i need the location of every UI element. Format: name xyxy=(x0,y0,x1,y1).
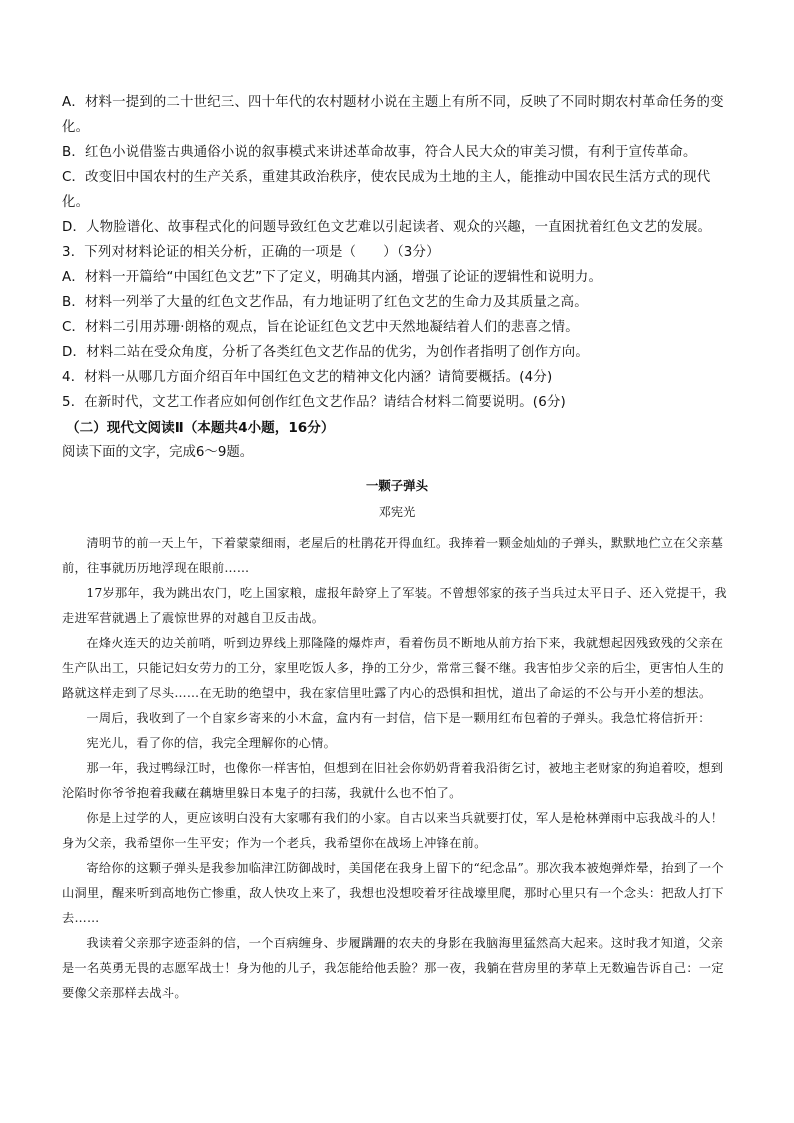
q3-option-d: D．材料二站在受众角度，分析了各类红色文艺作品的优劣，为创作者指明了创作方向。 xyxy=(62,345,589,360)
story-title: 一颗子弹头 xyxy=(366,478,428,493)
story-paragraph: 清明节的前一天上午，下着蒙蒙细雨，老屋后的杜鹃花开得血红。我捧着一颗金灿灿的子弹头，默默地伫立在父亲墓前，往事就历历地浮现在眼前…… xyxy=(62,536,724,575)
story-paragraph: 你是上过学的人，更应该明白没有大家哪有我们的小家。自古以来当兵就要打仗，军人是枪林弹雨中忘我战斗的人！身为父亲，我希望你一生平安；作为一个老兵，我希望你在战场上冲锋在前。 xyxy=(62,811,724,850)
option-a-line: A．材料一提到的二十世纪三、四十年代的农村题材小说在主题上有所不同，反映了不同时期农村革命任务的变化。 xyxy=(62,95,724,135)
option-b-line: B．红色小说借鉴古典通俗小说的叙事模式来讲述革命故事，符合人民大众的审美习惯，有利于宣传革命。 xyxy=(62,145,697,160)
option-c-line: C．改变旧中国农村的生产关系，重建其政治秩序，使农民成为土地的主人，能推动中国农民生活方式的现代化。 xyxy=(62,170,711,210)
story-author: 邓宪光 xyxy=(378,505,416,519)
story-paragraph: 那一年，我过鸭绿江时，也像你一样害怕，但想到在旧社会你奶奶背着我沿街乞讨，被地主老财家的狗追着咬，想到沦陷时你爷爷抱着我藏在藕塘里躲日本鬼子的扫荡，我就什么也不怕了。 xyxy=(62,761,724,800)
question-4: 4．材料一从哪几方面介绍百年中国红色文艺的精神文化内涵？请简要概括。(4分) xyxy=(62,370,553,385)
story-paragraph: 寄给你的这颗子弹头是我参加临津江防御战时，美国佬在我身上留下的“纪念品”。那次我本被炮弹炸晕，抬到了一个山洞里，醒来听到高地伤亡惨重，敌人快攻上来了，我想也没想咬着牙往战壕里爬，那时心里只有一个念头：把敌人打下去…… xyxy=(62,861,724,925)
question-5: 5．在新时代，文艺工作者应如何创作红色文艺作品？请结合材料二简要说明。(6分) xyxy=(62,395,566,410)
story-paragraph: 宪光儿，看了你的信，我完全理解你的心情。 xyxy=(86,736,337,750)
question-3: 3．下列对材料论证的相关分析，正确的一项是（ ）（3分） xyxy=(62,245,440,260)
section-title: （二）现代文阅读Ⅱ（本题共4小题，16分） xyxy=(66,420,335,436)
story-paragraph: 17岁那年，我为跳出农门，吃上国家粮，虚报年龄穿上了军装。不曾想邻家的孩子当兵过太平日子、还入党提干，我走进军营就遇上了震惊世界的对越自卫反击战。 xyxy=(62,586,727,625)
q3-option-a: A．材料一开篇给“中国红色文艺”下了定义，明确其内涵，增强了论证的逻辑性和说明力。 xyxy=(62,270,603,285)
story-paragraph: 我读着父亲那字迹歪斜的信，一个百病缠身、步履蹒跚的农夫的身影在我脑海里猛然高大起来。这时我才知道，父亲是一名英勇无畏的志愿军战士！身为他的儿子，我怎能给他丢脸？那一夜，我躺在营房里的茅草上无数遍告诉自己：一定要像父亲那样去战斗。 xyxy=(62,936,724,1000)
story-paragraph: 一周后，我收到了一个自家乡寄来的小木盒，盒内有一封信，信下是一颗用红布包着的子弹头。我急忙将信折开： xyxy=(86,711,711,725)
reading-instruction: 阅读下面的文字，完成6～9题。 xyxy=(62,445,254,460)
q3-option-b: B．材料一列举了大量的红色文艺作品，有力地证明了红色文艺的生命力及其质量之高。 xyxy=(62,295,588,310)
option-d-line: D．人物脸谱化、故事程式化的问题导致红色文艺难以引起读者、观众的兴趣，一直困扰着红色文艺的发展。 xyxy=(62,220,712,235)
q3-option-c: C．材料二引用苏珊·朗格的观点，旨在论证红色文艺中天然地凝结着人们的悲喜之情。 xyxy=(62,320,579,335)
story-body xyxy=(62,531,732,1006)
story-paragraph: 在烽火连天的边关前哨，听到边界线上那隆隆的爆炸声，看着伤员不断地从前方抬下来，我就想起因残致残的父亲在生产队出工，只能记妇女劳力的工分，家里吃饭人多，挣的工分少，常常三餐不继。我害怕步父亲的后尘，更害怕人生的路就这样走到了尽头……在无助的绝望中，我在家信里吐露了内心的恐惧和担忧，道出了命运的不公与开小差的想法。 xyxy=(62,636,724,700)
